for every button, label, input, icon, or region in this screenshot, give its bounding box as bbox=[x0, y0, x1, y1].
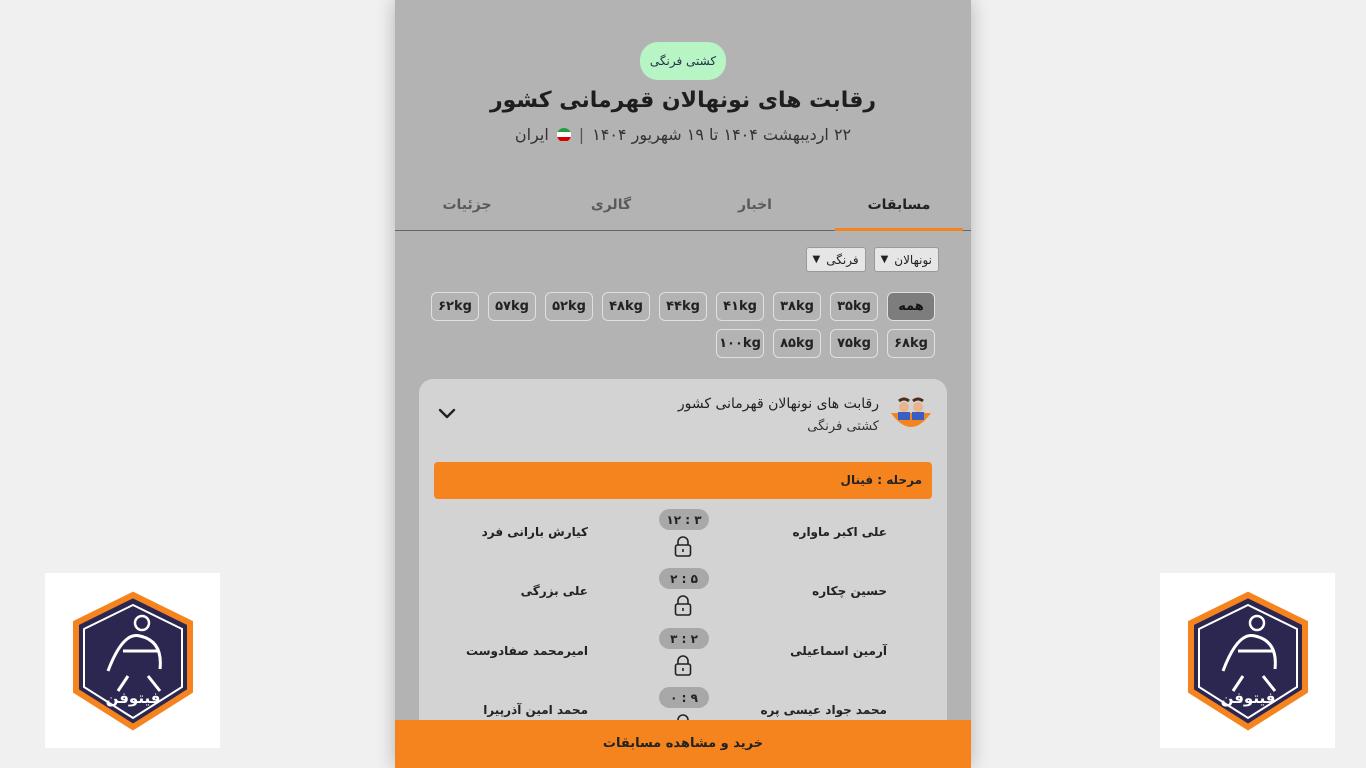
tab-news[interactable]: اخبار bbox=[738, 197, 772, 213]
chevron-down-icon: ▼ bbox=[812, 254, 821, 265]
app-panel bbox=[395, 0, 971, 768]
match-score: ۱۲ : ۳ bbox=[659, 509, 709, 530]
iran-flag-icon bbox=[557, 128, 571, 142]
weight-button[interactable]: ۳۸kg bbox=[773, 292, 821, 321]
weight-button[interactable]: ۷۵kg bbox=[830, 329, 878, 358]
match-score: ۲ : ۵ bbox=[659, 568, 709, 589]
age-group-select[interactable] bbox=[874, 247, 939, 272]
weight-button[interactable]: ۶۲kg bbox=[431, 292, 479, 321]
wrestler-b-name: محمد امین آذرپیرا bbox=[483, 703, 588, 717]
age-group-value: نونهالان bbox=[894, 252, 932, 267]
filters bbox=[806, 247, 939, 272]
competition-logo-icon bbox=[889, 395, 933, 435]
event-subtitle bbox=[395, 125, 971, 144]
weight-button[interactable]: ۴۴kg bbox=[659, 292, 707, 321]
event-header bbox=[395, 0, 971, 144]
wrestler-a-name: علی اکبر ماواره bbox=[792, 525, 887, 539]
competition-card bbox=[419, 379, 947, 768]
tab-gallery[interactable]: گالری bbox=[590, 197, 632, 213]
buy-and-view-button[interactable]: خرید و مشاهده مسابقات bbox=[395, 720, 971, 768]
fitofan-logo-icon bbox=[1183, 591, 1313, 731]
fitofan-logo-left bbox=[45, 573, 220, 748]
match-score: ۳ : ۲ bbox=[659, 628, 709, 649]
lock-icon[interactable] bbox=[674, 536, 692, 558]
weight-button[interactable]: ۶۸kg bbox=[887, 329, 935, 358]
weight-button[interactable]: ۳۵kg bbox=[830, 292, 878, 321]
competition-title: رقابت های نونهالان قهرمانی کشور bbox=[677, 396, 879, 412]
weight-button[interactable]: ۵۷kg bbox=[488, 292, 536, 321]
style-select[interactable] bbox=[806, 247, 866, 272]
match-row bbox=[419, 568, 947, 624]
match-score: ۰ : ۹ bbox=[659, 687, 709, 708]
match-row bbox=[419, 509, 947, 565]
chevron-down-icon: ▼ bbox=[880, 254, 889, 265]
svg-text:فیتوفن: فیتوفن bbox=[1220, 688, 1275, 707]
style-badge: کشتی فرنگی bbox=[640, 42, 726, 80]
event-dates: ۲۲ اردیبهشت ۱۴۰۴ تا ۱۹ شهریور ۱۴۰۴ bbox=[592, 125, 852, 144]
weight-all-button[interactable]: همه bbox=[887, 292, 935, 321]
svg-text:فیتوفن: فیتوفن bbox=[105, 688, 160, 707]
wrestler-b-name: امیرمحمد صفادوست bbox=[466, 644, 588, 658]
wrestler-b-name: علی بزرگی bbox=[520, 584, 588, 598]
event-title: رقابت های نونهالان قهرمانی کشور bbox=[489, 88, 877, 113]
tab-bar bbox=[395, 180, 971, 231]
competition-card-header[interactable] bbox=[419, 379, 947, 449]
weight-button[interactable]: ۴۸kg bbox=[602, 292, 650, 321]
stage-header: مرحله : فینال bbox=[434, 462, 932, 499]
wrestler-a-name: حسین چکاره bbox=[812, 584, 887, 598]
fitofan-logo-icon bbox=[68, 591, 198, 731]
separator: | bbox=[578, 125, 585, 144]
fitofan-logo-right bbox=[1160, 573, 1335, 748]
style-value: فرنگی bbox=[826, 252, 859, 267]
weight-class-filter bbox=[429, 292, 935, 358]
wrestler-a-name: محمد جواد عیسی پره bbox=[760, 703, 887, 717]
wrestler-a-name: آرمین اسماعیلی bbox=[790, 644, 887, 658]
weight-button[interactable]: ۸۵kg bbox=[773, 329, 821, 358]
lock-icon[interactable] bbox=[674, 655, 692, 677]
tab-competitions[interactable]: مسابقات bbox=[827, 180, 971, 230]
lock-icon[interactable] bbox=[674, 595, 692, 617]
event-country: ایران bbox=[514, 125, 549, 144]
weight-button[interactable]: ۴۱kg bbox=[716, 292, 764, 321]
wrestler-b-name: کیارش بارانی فرد bbox=[481, 525, 588, 539]
weight-button[interactable]: ۵۲kg bbox=[545, 292, 593, 321]
chevron-down-icon[interactable] bbox=[437, 403, 457, 423]
competition-subtitle: کشتی فرنگی bbox=[807, 419, 879, 434]
match-row bbox=[419, 628, 947, 684]
weight-button[interactable]: ۱۰۰kg bbox=[716, 329, 764, 358]
tab-details[interactable]: جزئیات bbox=[442, 197, 492, 213]
